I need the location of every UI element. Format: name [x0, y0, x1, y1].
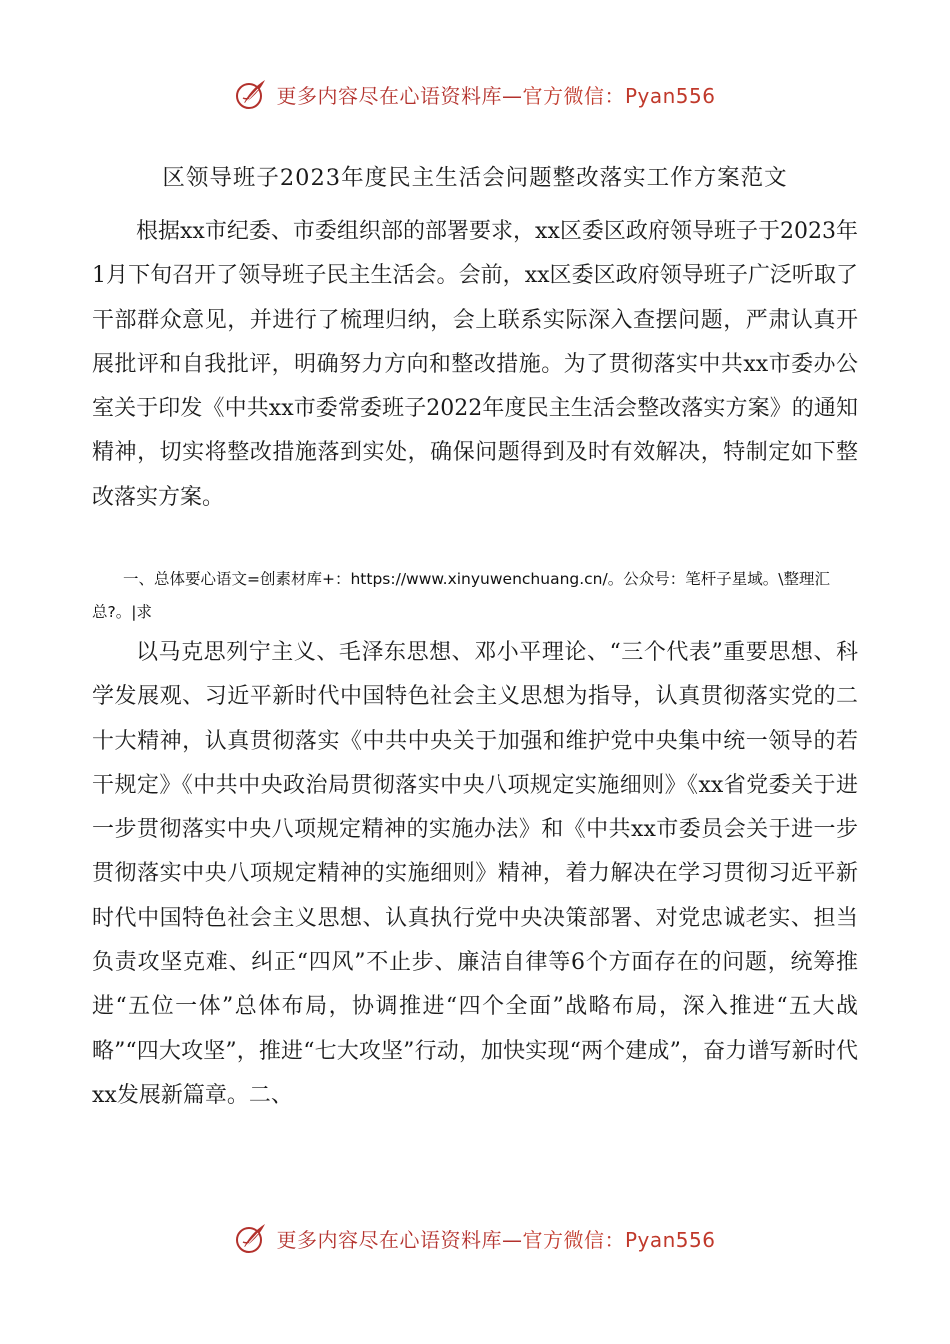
- watermark-text: 更多内容尽在心语资料库—官方微信：Pyan556: [276, 83, 716, 108]
- watermark-text: 更多内容尽在心语资料库—官方微信：Pyan556: [276, 1227, 716, 1252]
- feather-pen-circle-logo-icon: [234, 1221, 268, 1255]
- feather-pen-circle-logo-icon: [234, 77, 268, 111]
- document-title: 区领导班子2023年度民主生活会问题整改落实工作方案范文: [162, 165, 788, 191]
- body-paragraph-2: 以马克思列宁主义、毛泽东思想、邓小平理论、“三个代表”重要思想、科学发展观、习近平新时代中国特色社会主义思想为指导，认真贯彻落实党的二十大精神，认真贯彻落实《中共中央关于加强和维护党中央集中统一领导的若干规定》《中共中央政治局贯彻落实中央八项规定实施细则》《xx省党委关于进一步贯彻落实中央八项规定精神的实施办法》和《中共xx市委员会关于进一步贯彻落实中央八项规定精神的实施细则》精神，着力解决在学习贯彻习近平新时代中国特色社会主义思想、认真执行党中央决策部署、对党忠诚老实、担当负责攻坚克难、纠正“四风”不止步、廉洁自律等6个方面存在的问题，统筹推进“五位一体”总体布局，协调推进“四个全面”战略布局，深入推进“五大战略”“四大攻坚”，推进“七大攻坚”行动，加快实现“两个建成”，奋力谱写新时代xx发展新篇章。二、: [92, 640, 858, 1108]
- header-watermark-banner: [0, 70, 950, 118]
- watermark-contact: 官方微信：Pyan556: [522, 1227, 716, 1252]
- body-paragraph-1: 根据xx市纪委、市委组织部的部署要求，xx区委区政府领导班子于2023年1月下旬召开了领导班子民主生活会。会前，xx区委区政府领导班子广泛听取了干部群众意见，并进行了梳理归纳，会上联系实际深入查摆问题，严肃认真开展批评和自我批评，明确努力方向和整改措施。为了贯彻落实中共xx市委办公室关于印发《中共xx市委常委班子2022年度民主生活会整改落实方案》的通知精神，切实将整改措施落到实处，确保问题得到及时有效解决，特制定如下整改落实方案。: [92, 219, 858, 510]
- section-heading-1: 一、总体要心语文=创素材库+：https://www.xinyuwenchuang.cn/。公众号：笔杆子星域。\整理汇总?。|求: [92, 570, 830, 621]
- watermark-contact: 官方微信：Pyan556: [522, 83, 716, 108]
- footer-watermark-banner: [0, 1214, 950, 1262]
